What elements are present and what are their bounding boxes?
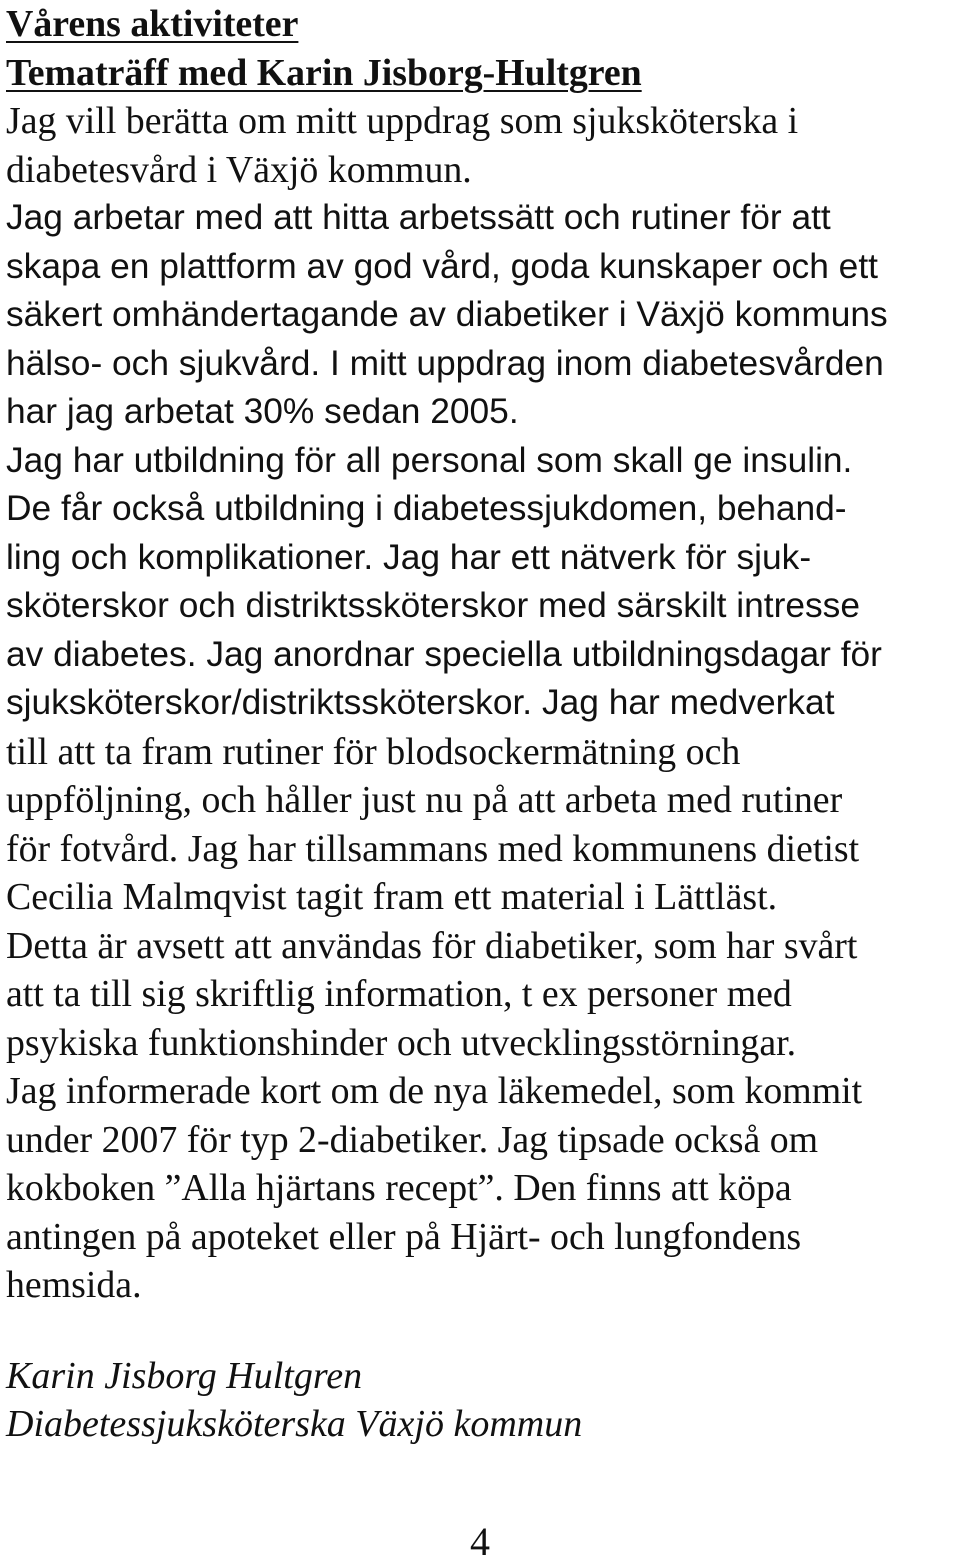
signature-block xyxy=(6,1352,582,1448)
body-line: diabetesvård i Växjö kommun. xyxy=(6,148,472,191)
body-line: av diabetes. Jag anordnar speciella utbildningsdagar för xyxy=(6,634,882,674)
body-line: under 2007 för typ 2-diabetiker. Jag tipsade också om xyxy=(6,1118,819,1161)
body-line: hälso- och sjukvård. I mitt uppdrag inom diabetesvården xyxy=(6,343,884,383)
body-line: skapa en plattform av god vård, goda kunskaper och ett xyxy=(6,246,878,286)
body-line: hemsida. xyxy=(6,1264,142,1306)
section-heading: Vårens aktiviteter xyxy=(6,3,299,45)
body-line: sjuksköterskor/distriktssköterskor. Jag har medverkat xyxy=(6,683,835,722)
body-line: kokboken ”Alla hjärtans recept”. Den finns att köpa xyxy=(6,1167,792,1209)
body-line: ling och komplikationer. Jag har ett nätverk för sjuk- xyxy=(6,537,812,577)
body-line: sköterskor och distriktssköterskor med särskilt intresse xyxy=(6,586,860,625)
body-line: Jag har utbildning för all personal som skall ge insulin. xyxy=(6,440,853,480)
body-line: uppföljning, och håller just nu på att arbeta med rutiner xyxy=(6,779,843,821)
author-role: Diabetessjuksköterska Växjö kommun xyxy=(6,1403,583,1445)
body-line: Jag arbetar med att hitta arbetssätt och rutiner för att xyxy=(6,198,831,237)
body-line: för fotvård. Jag har tillsammans med kommunens dietist xyxy=(6,827,860,870)
body-line: till att ta fram rutiner för blodsockermätning och xyxy=(6,730,741,773)
body-line: har jag arbetat 30% sedan 2005. xyxy=(6,392,519,431)
body-line: psykiska funktionshinder och utvecklingsstörningar. xyxy=(6,1021,797,1064)
body-line: antingen på apoteket eller på Hjärt- och lungfondens xyxy=(6,1215,802,1258)
body-line: Cecilia Malmqvist tagit fram ett material i Lättläst. xyxy=(6,876,778,918)
body-line: Detta är avsett att användas för diabetiker, som har svårt xyxy=(6,924,858,967)
article-body xyxy=(6,97,956,1310)
body-line: De får också utbildning i diabetessjukdomen, behand- xyxy=(6,489,847,528)
article-title: Tematräff med Karin Jisborg-Hultgren xyxy=(6,51,642,94)
body-line: säkert omhändertagande av diabetiker i Växjö kommuns xyxy=(6,295,888,334)
document-page xyxy=(6,0,956,1310)
body-line: Jag vill berätta om mitt uppdrag som sjuksköterska i xyxy=(6,100,799,142)
body-line: att ta till sig skriftlig information, t ex personer med xyxy=(6,973,792,1015)
author-name: Karin Jisborg Hultgren xyxy=(6,1355,363,1397)
body-line: Jag informerade kort om de nya läkemedel, som kommit xyxy=(6,1070,863,1112)
page-number: 4 xyxy=(470,1519,490,1564)
